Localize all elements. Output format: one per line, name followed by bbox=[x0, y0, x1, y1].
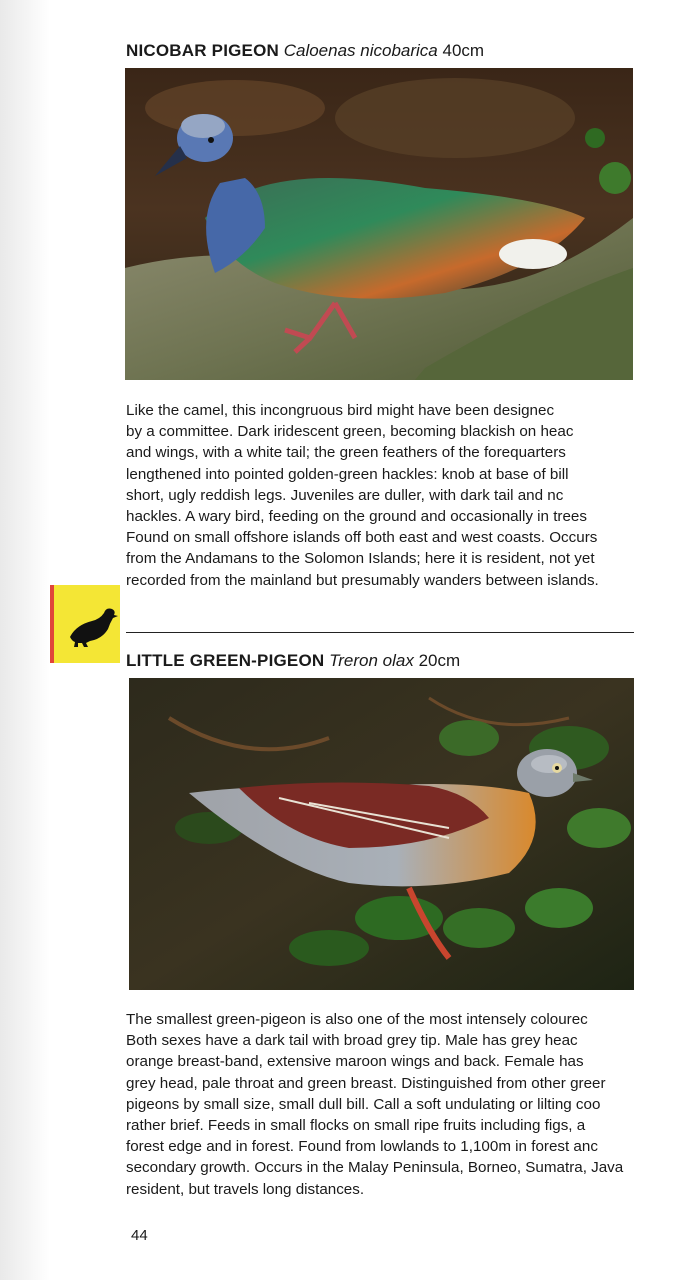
scientific-name: Caloenas nicobarica bbox=[283, 41, 438, 60]
pigeon-silhouette-icon bbox=[50, 585, 120, 663]
text-line: by a committee. Dark iridescent green, becoming blackish on heac bbox=[126, 423, 574, 441]
text-line: secondary growth. Occurs in the Malay Peninsula, Borneo, Sumatra, Java bbox=[126, 1159, 624, 1177]
tab-stripe bbox=[50, 585, 54, 663]
section-thumb-tab bbox=[50, 585, 120, 663]
text-line: Both sexes have a dark tail with broad grey tip. Male has grey heac bbox=[126, 1032, 578, 1050]
common-name: LITTLE GREEN-PIGEON bbox=[126, 651, 325, 670]
size-label: 20cm bbox=[418, 651, 461, 670]
species-description-nicobar-pigeon bbox=[126, 400, 634, 591]
text-line: recorded from the mainland but presumably wanders between islands. bbox=[126, 571, 599, 589]
page-gutter bbox=[0, 0, 50, 1280]
text-line: lengthened into pointed golden-green hackles: knob at base of bill bbox=[126, 465, 569, 483]
text-line: rather brief. Feeds in small flocks on small ripe fruits including figs, a bbox=[126, 1117, 586, 1135]
scientific-name: Treron olax bbox=[329, 651, 414, 670]
text-line: resident, but travels long distances. bbox=[126, 1180, 365, 1198]
common-name: NICOBAR PIGEON bbox=[126, 41, 279, 60]
page-number: 44 bbox=[131, 1227, 148, 1244]
text-line: short, ugly reddish legs. Juveniles are duller, with dark tail and nc bbox=[126, 486, 564, 504]
text-line: forest edge and in forest. Found from lowlands to 1,100m in forest anc bbox=[126, 1138, 598, 1156]
text-line: Found on small offshore islands off both east and west coasts. Occurs bbox=[126, 529, 598, 547]
text-line: pigeons by small size, small dull bill. Call a soft undulating or lilting coo bbox=[126, 1095, 601, 1113]
text-line: grey head, pale throat and green breast. Distinguished from other greer bbox=[126, 1074, 606, 1092]
text-line: Like the camel, this incongruous bird might have been designec bbox=[126, 402, 555, 419]
little-green-pigeon-photo bbox=[129, 678, 634, 990]
species-heading-little-green-pigeon bbox=[126, 651, 460, 671]
nicobar-pigeon-photo bbox=[125, 68, 633, 380]
species-description-little-green-pigeon bbox=[126, 1009, 634, 1200]
section-divider bbox=[126, 632, 634, 633]
text-line: from the Andamans to the Solomon Islands; here it is resident, not yet bbox=[126, 550, 595, 568]
size-label: 40cm bbox=[442, 41, 485, 60]
text-line: The smallest green-pigeon is also one of the most intensely colourec bbox=[126, 1011, 588, 1028]
species-heading-nicobar-pigeon bbox=[126, 41, 484, 61]
text-line: orange breast-band, extensive maroon wings and back. Female has bbox=[126, 1053, 584, 1071]
text-line: hackles. A wary bird, feeding on the ground and occasionally in trees bbox=[126, 508, 587, 526]
text-line: and wings, with a white tail; the green feathers of the forequarters bbox=[126, 444, 566, 462]
